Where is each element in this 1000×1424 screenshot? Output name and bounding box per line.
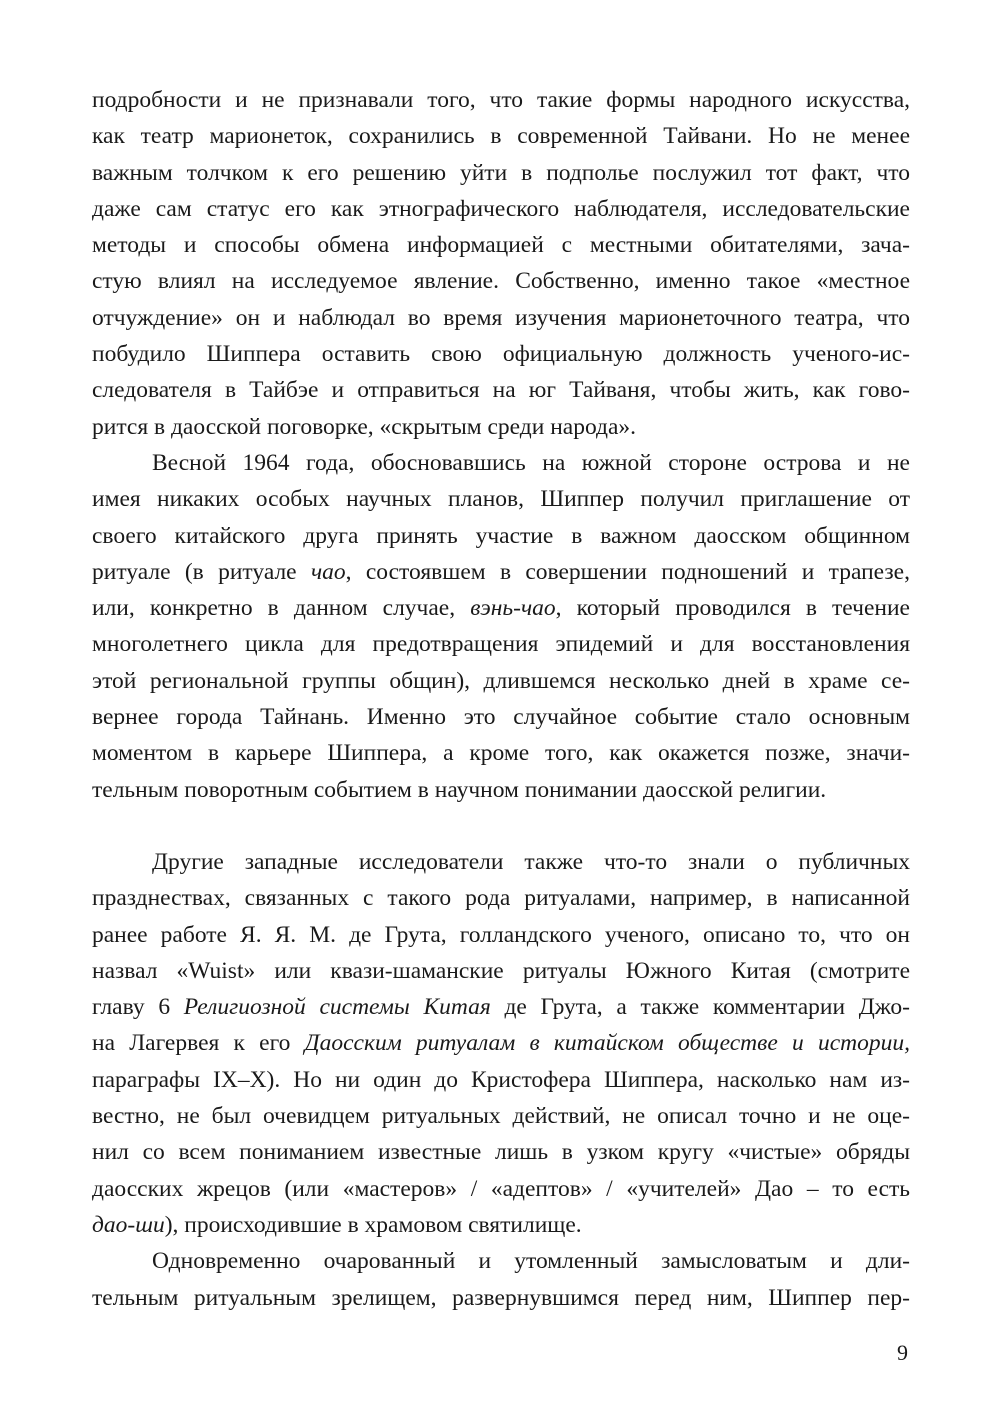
text-line: стую влиял на исследуемое явление. Собственно, именно такое «местное xyxy=(92,268,910,295)
text-line: следователя в Тайбэе и отправиться на юг Тайваня, чтобы жить, как гово- xyxy=(92,377,910,404)
text-line: даже сам статус его как этнографического наблюдателя, исследовательские xyxy=(92,195,910,222)
text-line: отчуждение» он и наблюдал во время изучения марионеточного театра, что xyxy=(92,304,910,331)
text-line: тельным ритуальным зрелищем, развернувшимся перед ним, Шиппер пер- xyxy=(92,1284,910,1311)
text-line: методы и способы обмена информацией с местными обитателями, зача- xyxy=(92,232,910,259)
text-line: даосских жрецов (или «мастеров» / «адептов» / «учителей» Дао – то есть xyxy=(92,1175,910,1202)
page-body xyxy=(92,82,910,1316)
italic-term: чао xyxy=(310,558,346,585)
section-gap xyxy=(92,808,910,844)
text-line: дао-ши), происходившие в храмовом святилище. xyxy=(92,1211,582,1238)
text-line: как театр марионеток, сохранились в современной Тайвани. Но не менее xyxy=(92,123,910,150)
text-line: вернее города Тайнань. Именно это случайное событие стало основным xyxy=(92,704,910,731)
text-line: празднествах, связанных с такого рода ритуалами, например, в написанной xyxy=(92,885,910,912)
italic-term: Даосским ритуалам в китайском обществе и истории, xyxy=(304,1030,910,1057)
text-line: на Лагервея к его Даосским ритуалам в китайском обществе и истории, xyxy=(92,1030,910,1057)
text-line: подробности и не признавали того, что такие формы народного искусства, xyxy=(92,87,910,113)
paragraph-1 xyxy=(92,82,910,445)
text-line: Другие западные исследователи также что-то знали о публичных xyxy=(152,848,910,875)
paragraph-2 xyxy=(92,445,910,808)
text-line: моментом в карьере Шиппера, а кроме того, как окажется позже, значи- xyxy=(92,740,910,767)
text-line: многолетнего цикла для предотвращения эпидемий и для восстановления xyxy=(92,631,910,658)
paragraph-3 xyxy=(92,844,910,1243)
text-line: рится в даосской поговорке, «скрытым среди народа». xyxy=(92,413,637,440)
text-line: Весной 1964 года, обосновавшись на южной стороне острова и не xyxy=(152,449,910,476)
text-line: вестно, не был очевидцем ритуальных действий, не описал точно и не оце- xyxy=(92,1103,910,1130)
italic-term: Религиозной системы Китая xyxy=(183,994,491,1021)
italic-term: вэнь-чао xyxy=(470,595,556,622)
text-line: ритуале (в ритуале чао, состоявшем в совершении подношений и трапезе, xyxy=(92,558,910,585)
page-number: 9 xyxy=(897,1340,908,1365)
text-line: Одновременно очарованный и утомленный замысловатым и дли- xyxy=(152,1248,910,1275)
paragraph-4 xyxy=(92,1243,910,1316)
text-line: ранее работе Я. Я. М. де Грута, голландского ученого, описано то, что он xyxy=(92,921,910,948)
text-line: имея никаких особых научных планов, Шиппер получил приглашение от xyxy=(92,486,910,513)
text-line: параграфы IX–X). Но ни один до Кристофера Шиппера, насколько нам из- xyxy=(92,1066,910,1093)
text-line: или, конкретно в данном случае, вэнь-чао, который проводился в течение xyxy=(92,595,910,622)
italic-term: дао-ши xyxy=(92,1211,165,1238)
text-line: главу 6 Религиозной системы Китая де Грута, а также комментарии Джо- xyxy=(92,994,910,1021)
text-line: важным толчком к его решению уйти в подполье послужил тот факт, что xyxy=(92,159,910,186)
text-line: нил со всем пониманием известные лишь в узком кругу «чистые» обряды xyxy=(92,1139,910,1166)
text-line: своего китайского друга принять участие в важном даосском общинном xyxy=(92,522,910,549)
text-line: этой региональной группы общин), длившемся несколько дней в храме се- xyxy=(92,667,910,694)
text-line: тельным поворотным событием в научном понимании даосской религии. xyxy=(92,776,827,803)
text-line: назвал «Wuist» или квази-шаманские ритуалы Южного Китая (смотрите xyxy=(92,957,910,984)
text-line: побудило Шиппера оставить свою официальную должность ученого-ис- xyxy=(92,341,910,368)
